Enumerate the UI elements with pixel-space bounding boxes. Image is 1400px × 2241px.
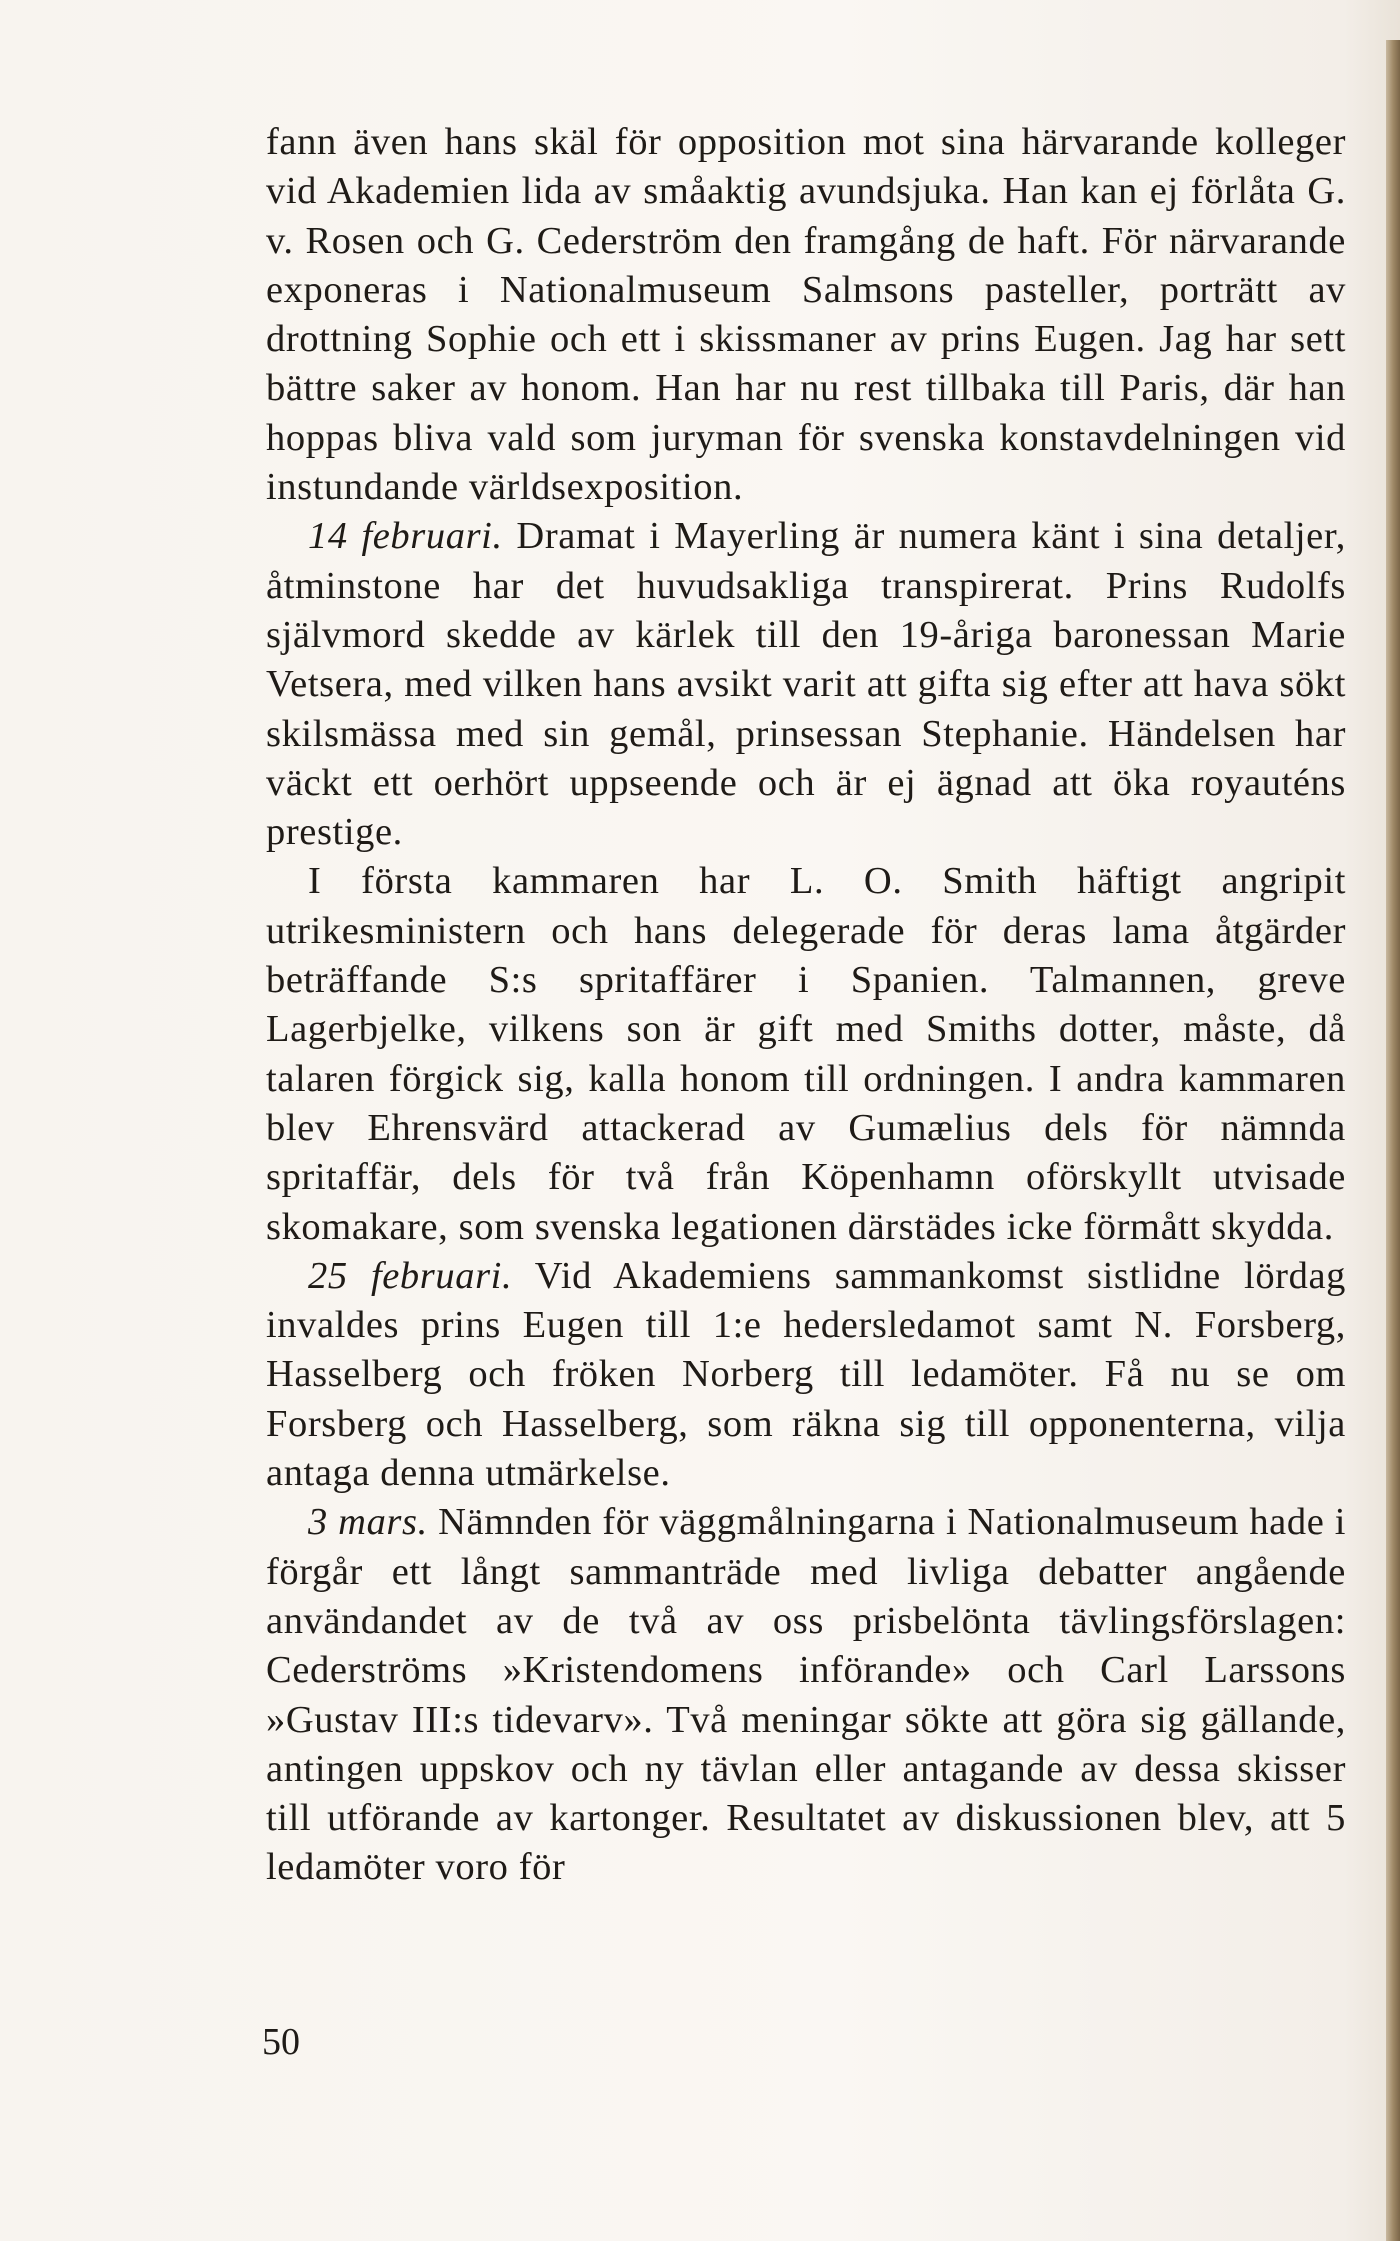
- paragraph-text: Nämnden för väggmålningarna i Nationalmuseum hade i förgår ett långt sammanträde med livliga debatter angående användandet av de två av oss prisbelönta tävlingsförslagen: Cederströms »Kristendomens införande» och Carl Larssons »Gustav III:s tidevarv». Två meningar sökte att göra sig gällande, antingen uppskov och ny tävlan eller antagande av dessa skisser till utförande av kartonger. Resultatet av diskussionen blev, att 5 ledamöter voro för: [266, 1501, 1347, 1889]
- paragraph-text: Dramat i Mayerling är numera känt i sina detaljer, åtminstone har det huvudsakliga transpirerat. Prins Rudolfs självmord skedde av kärlek till den 19-åriga baronessan Marie Vetsera, med vilken hans avsikt varit att gifta sig efter att hava sökt skilsmässa med sin gemål, prinsessan Stephanie. Händelsen har väckt ett oerhört uppseende och är ej ägnad att öka royauténs prestige.: [266, 515, 1346, 854]
- paragraph-text: fann även hans skäl för opposition mot sina härvarande kolleger vid Akademien lida av småaktig avundsjuka. Han kan ej förlåta G. v. Rosen och G. Cederström den framgång de haft. För närvarande exponeras i Nationalmuseum Salmsons pasteller, porträtt av drottning Sophie och ett i skissmaner av prins Eugen. Jag har sett bättre saker av honom. Han har nu rest tillbaka till Paris, där han hoppas bliva vald som juryman för svenska konstavdelningen vid instundande världsexposition.: [266, 121, 1346, 509]
- page-edge-shadow: [1386, 40, 1400, 2241]
- page-number: 50: [262, 2021, 300, 2063]
- entry-date: 3 mars.: [308, 1501, 428, 1544]
- paragraph-text: I första kammaren har L. O. Smith häftigt angripit utrikesministern och hans delegerade för deras lama åtgärder beträffande S:s spritaffärer i Spanien. Talmannen, greve Lagerbjelke, vilkens son är gift med Smiths dotter, måste, då talaren förgick sig, kalla honom till ordningen. I andra kammaren blev Ehrensvärd attackerad av Gumælius dels för nämnda spritaffär, dels för två från Köpenhamn oförskyllt utvisade skomakare, som svenska legationen därstädes icke förmått skydda.: [266, 860, 1346, 1248]
- entry-date: 14 februari.: [308, 515, 503, 558]
- body-text: [266, 118, 1346, 1893]
- entry-date: 25 februari.: [308, 1254, 513, 1297]
- paragraph-1: [266, 118, 1346, 512]
- paragraph-text: Vid Akademiens sammankomst sistlidne lördag invaldes prins Eugen till 1:e hedersledamot samt N. Forsberg, Hasselberg och fröken Norberg till ledamöter. Få nu se om Forsberg och Hasselberg, som räkna sig till opponenterna, vilja antaga denna utmärkelse.: [266, 1254, 1346, 1495]
- paragraph-3: [266, 857, 1346, 1251]
- paragraph-5: [266, 1498, 1346, 1892]
- paragraph-4: [266, 1252, 1346, 1498]
- paragraph-2: [266, 512, 1346, 857]
